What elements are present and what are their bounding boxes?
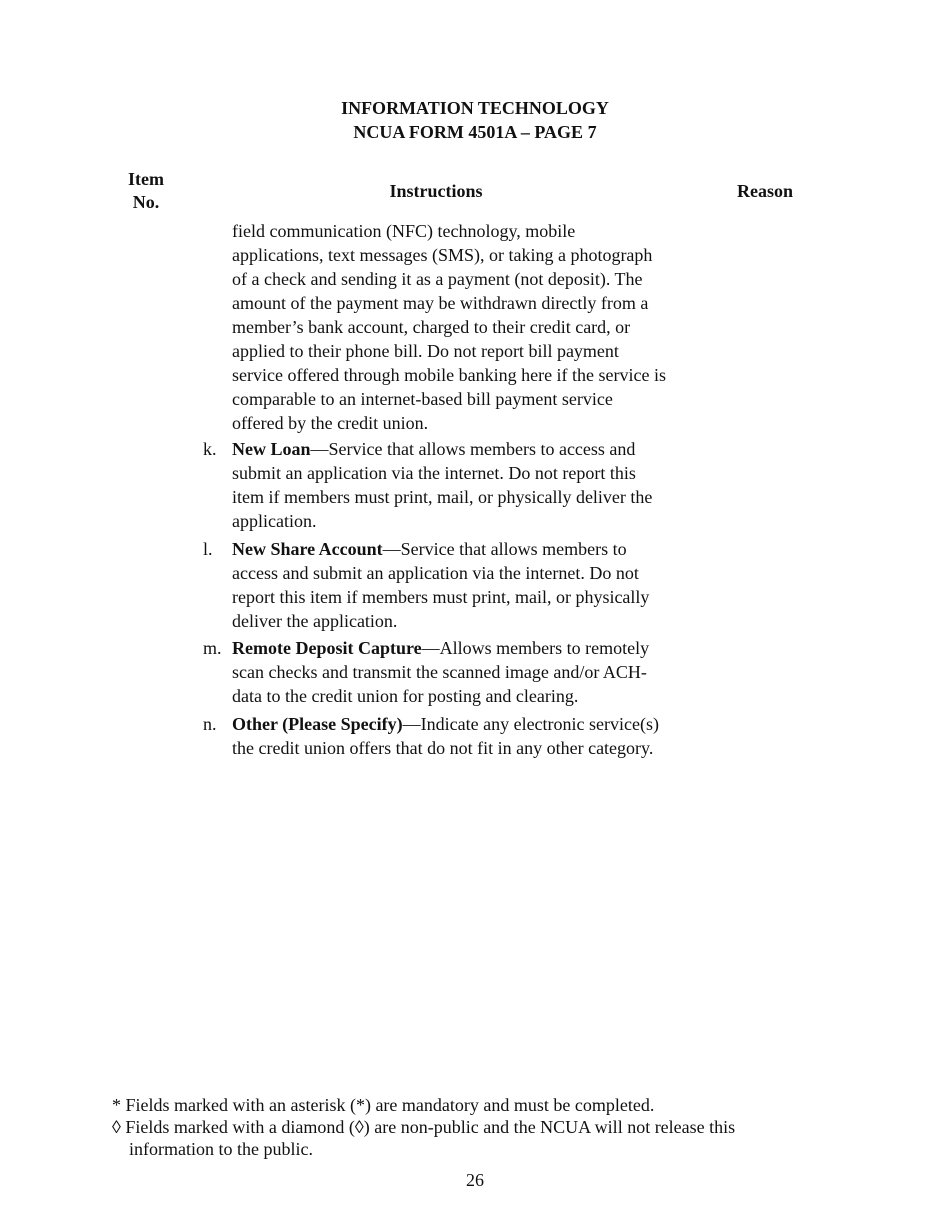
item-term: Other (Please Specify): [232, 714, 403, 734]
item-letter: m.: [203, 638, 222, 658]
text-line: submit an application via the internet. Do not report this: [232, 463, 636, 483]
text-line: field communication (NFC) technology, mobile: [232, 221, 576, 241]
item-text: [232, 636, 693, 708]
text-line: offered by the credit union.: [232, 413, 429, 433]
text-line: [232, 712, 693, 736]
column-header-reason: Reason: [736, 181, 793, 201]
item-letter: l.: [203, 539, 213, 559]
item-term: Remote Deposit Capture: [232, 638, 422, 658]
text-line: access and submit an application via the internet. Do not: [232, 563, 639, 583]
text-line: report this item if members must print, mail, or physically: [232, 587, 650, 607]
text-line: application.: [232, 511, 317, 531]
text-line: item if members must print, mail, or physically deliver the: [232, 487, 653, 507]
text-line: deliver the application.: [232, 611, 398, 631]
column-header-item-no-line2: No.: [132, 192, 160, 212]
text-line: service offered through mobile banking here if the service is: [232, 365, 667, 385]
column-header-item-no-line1: Item: [128, 169, 164, 189]
text-line: [232, 636, 693, 660]
text-line: the credit union offers that do not fit in any other category.: [232, 738, 654, 758]
item-text-fragment: —Service that allows members to: [382, 539, 627, 559]
instruction-item-l: [203, 537, 693, 633]
instruction-item-n: [203, 712, 693, 760]
footnote-diamond-line2: information to the public.: [129, 1139, 313, 1159]
item-term: New Loan: [232, 439, 311, 459]
instruction-item-m: [203, 636, 693, 708]
continuation-paragraph: [232, 219, 692, 435]
text-line: of a check and sending it as a payment (not deposit). The: [232, 269, 643, 289]
footnote-asterisk: * Fields marked with an asterisk (*) are mandatory and must be completed.: [112, 1095, 655, 1115]
page-number: 26: [466, 1170, 484, 1190]
item-term: New Share Account: [232, 539, 383, 559]
item-text: [232, 712, 693, 760]
instruction-item-k: [203, 437, 693, 533]
page-title-line1: INFORMATION TECHNOLOGY: [341, 98, 609, 118]
item-letter: k.: [203, 439, 217, 459]
text-line: data to the credit union for posting and clearing.: [232, 686, 579, 706]
page-title-line2: NCUA FORM 4501A – PAGE 7: [353, 122, 597, 142]
text-line: applied to their phone bill. Do not report bill payment: [232, 341, 619, 361]
footnote-diamond: [112, 1116, 812, 1160]
column-header-instructions: Instructions: [389, 181, 483, 201]
item-text-fragment: —Indicate any electronic service(s): [402, 714, 659, 734]
text-line: amount of the payment may be withdrawn directly from a: [232, 293, 649, 313]
text-line: comparable to an internet-based bill payment service: [232, 389, 613, 409]
item-text-fragment: —Allows members to remotely: [421, 638, 650, 658]
text-line: member’s bank account, charged to their credit card, or: [232, 317, 631, 337]
item-text: [232, 437, 693, 533]
text-line: scan checks and transmit the scanned image and/or ACH-: [232, 662, 647, 682]
item-text: [232, 537, 693, 633]
item-letter: n.: [203, 714, 217, 734]
column-header-item-no: [118, 168, 174, 214]
footnote-diamond-line1: ◊ Fields marked with a diamond (◊) are non-public and the NCUA will not release this: [112, 1117, 736, 1137]
text-line: [232, 437, 693, 461]
item-text-fragment: —Service that allows members to access and: [310, 439, 636, 459]
text-line: applications, text messages (SMS), or taking a photograph: [232, 245, 653, 265]
text-line: [232, 537, 693, 561]
